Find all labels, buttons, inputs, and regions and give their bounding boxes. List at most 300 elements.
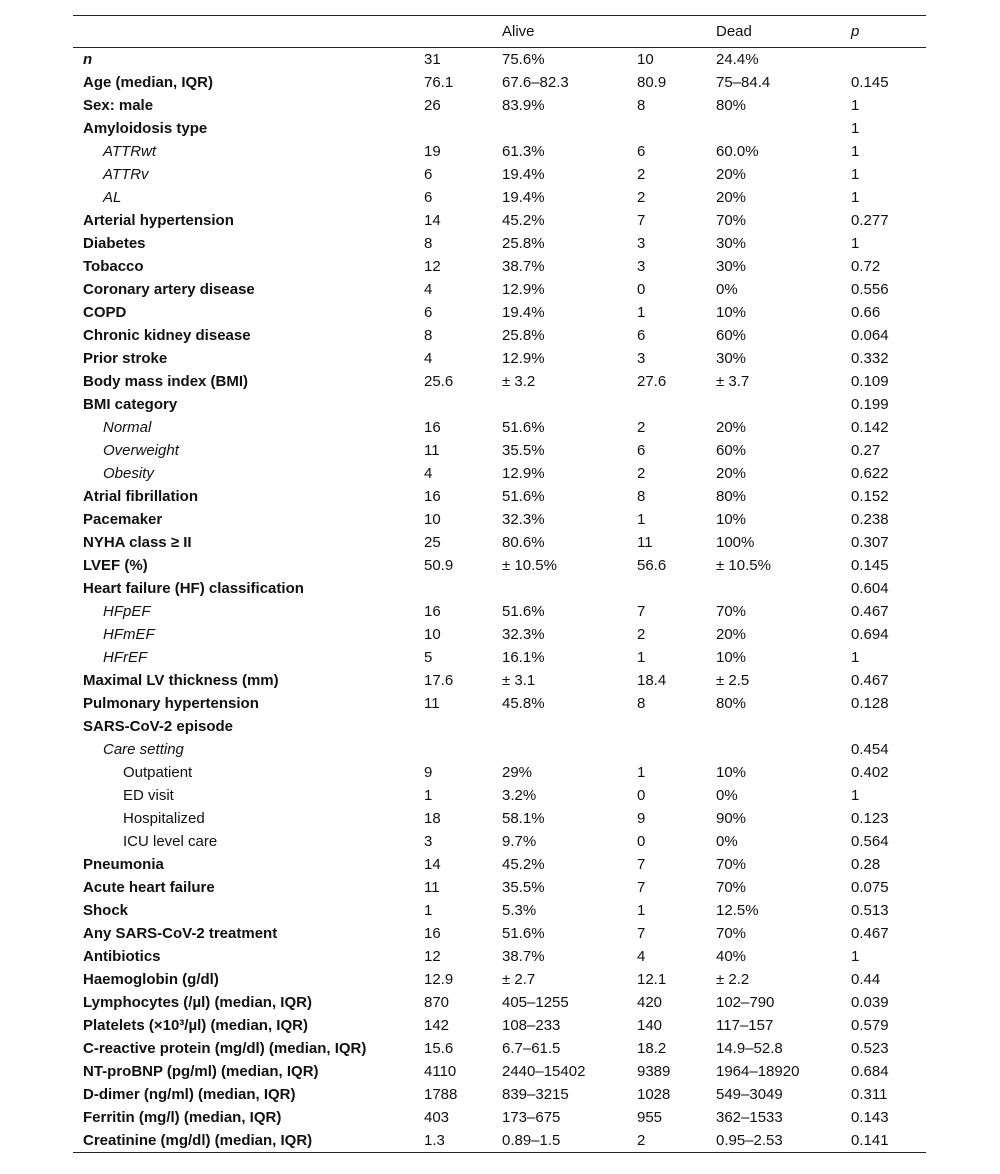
dead-count: 140 [637,1017,663,1034]
row-label: Chronic kidney disease [83,327,251,344]
row-label: NYHA class ≥ II [83,534,192,551]
dead-percent [716,738,851,761]
p-value: 0.604 [851,580,889,597]
p-value: 1 [851,649,860,666]
row-label: ATTRv [103,166,149,183]
alive-count: 4110 [424,1063,457,1080]
table-row [73,991,926,1014]
alive-count: 3 [424,833,433,850]
alive-percent: 35.5% [502,879,545,896]
table-row [73,600,926,623]
alive-percent [502,738,637,761]
alive-count: 10 [424,626,441,643]
dead-count: 2 [637,1129,716,1153]
dead-count: 7 [637,603,646,620]
row-label: Pneumonia [83,856,164,873]
dead-percent: 24.4% [716,51,759,68]
row-label: ICU level care [123,833,218,850]
table-row [73,439,926,462]
alive-count [424,393,502,416]
alive-count: 17.6 [424,672,454,689]
alive-percent: 25.8% [502,235,545,252]
table-row [73,1083,926,1106]
dead-count: 1028 [637,1086,671,1103]
row-label: Arterial hypertension [83,212,234,229]
dead-count: 3 [637,235,646,252]
header-dead: Dead [716,16,851,48]
alive-percent: 51.6% [502,419,545,436]
alive-count: 11 [424,442,440,459]
dead-percent: 14.9–52.8 [716,1040,783,1057]
dead-count: 2 [637,626,646,643]
dead-percent: 100% [716,534,755,551]
dead-count: 18.4 [637,672,667,689]
dead-percent: ± 3.7 [716,373,750,390]
row-label: NT-proBNP (pg/ml) (median, IQR) [83,1063,319,1080]
row-label: Prior stroke [83,350,168,367]
dead-percent [716,393,851,416]
alive-count: 11 [424,695,440,712]
row-label: HFpEF [103,603,151,620]
alive-percent: 19.4% [502,304,545,321]
alive-percent: 38.7% [502,258,545,275]
p-value: 0.467 [851,603,889,620]
p-value: 0.123 [851,810,889,827]
alive-count: 26 [424,97,441,114]
dead-count: 1 [637,511,646,528]
alive-count: 14 [424,856,441,873]
alive-percent: 29% [502,764,533,781]
dead-count: 0 [637,833,646,850]
p-value: 1 [851,166,860,183]
table-row [73,1106,926,1129]
row-label: Haemoglobin (g/dl) [83,971,219,988]
row-label: LVEF (%) [83,557,148,574]
alive-count: 16 [424,488,441,505]
dead-count: 1 [637,764,646,781]
table-row [73,370,926,393]
table-row [73,140,926,163]
p-value: 0.622 [851,465,889,482]
dead-percent: 30% [716,350,747,367]
dead-count [637,577,716,600]
p-value: 0.075 [851,879,889,896]
row-label: Normal [103,419,152,436]
table-row [73,853,926,876]
alive-percent: 839–3215 [502,1086,569,1103]
p-value: 0.277 [851,212,889,229]
table-row [73,715,926,738]
table-row [73,94,926,117]
alive-count [424,577,502,600]
alive-percent: 6.7–61.5 [502,1040,561,1057]
alive-percent: 12.9% [502,281,545,298]
dead-percent: 70% [716,856,747,873]
dead-count: 3 [637,258,646,275]
alive-count: 4 [424,281,433,298]
alive-count: 6 [424,166,433,183]
alive-percent [502,117,637,140]
alive-percent: 19.4% [502,189,545,206]
p-value: 0.454 [851,741,889,758]
p-value: 1 [851,948,860,965]
table-row [73,186,926,209]
alive-count: 11 [424,879,440,896]
alive-percent: 405–1255 [502,994,569,1011]
dead-percent: 20% [716,465,747,482]
dead-percent: 549–3049 [716,1086,783,1103]
row-label: Maximal LV thickness (mm) [83,672,279,689]
dead-percent: 0% [716,281,738,298]
dead-percent: 20% [716,189,747,206]
p-value: 0.145 [851,557,889,574]
alive-percent: 58.1% [502,810,545,827]
dead-count: 2 [637,465,646,482]
table-row [73,301,926,324]
alive-count: 14 [424,212,441,229]
dead-percent: 80% [716,695,747,712]
alive-percent: 32.3% [502,511,545,528]
row-label: Age (median, IQR) [83,74,214,91]
row-label: ED visit [123,787,174,804]
dead-percent: 0.95–2.53 [716,1129,851,1153]
table-row [73,393,926,416]
p-value [851,715,926,738]
alive-percent: ± 2.7 [502,971,536,988]
header-p-value: p [851,16,926,48]
baseline-characteristics-table [73,15,926,1153]
dead-percent: 0% [716,787,738,804]
row-label: Any SARS-CoV-2 treatment [83,925,278,942]
dead-percent: 102–790 [716,994,775,1011]
p-value: 0.143 [851,1109,889,1126]
alive-percent: 25.8% [502,327,545,344]
alive-percent: 80.6% [502,534,545,551]
table-row [73,209,926,232]
alive-percent: 108–233 [502,1017,561,1034]
row-label: D-dimer (ng/ml) (median, IQR) [83,1086,296,1103]
dead-count: 1 [637,902,646,919]
table-row [73,1037,926,1060]
alive-count: 18 [424,810,441,827]
row-label: Pulmonary hypertension [83,695,259,712]
row-label: Shock [83,902,129,919]
row-label: Atrial fibrillation [83,488,199,505]
table-row [73,945,926,968]
p-value: 0.579 [851,1017,889,1034]
dead-count: 9389 [637,1063,671,1080]
alive-count: 870 [424,994,450,1011]
dead-percent: 70% [716,603,747,620]
p-value: 0.72 [851,258,881,275]
dead-count [637,738,716,761]
alive-percent: 45.2% [502,212,545,229]
p-value: 0.467 [851,925,889,942]
alive-count: 15.6 [424,1040,454,1057]
alive-count: 1.3 [424,1129,502,1153]
dead-count: 56.6 [637,557,667,574]
p-value: 0.152 [851,488,889,505]
dead-percent: 12.5% [716,902,759,919]
alive-count: 10 [424,511,441,528]
header-dead-n [637,16,716,48]
alive-percent: 45.2% [502,856,545,873]
dead-percent: 30% [716,235,747,252]
row-label: Outpatient [123,764,193,781]
p-value: 0.513 [851,902,889,919]
p-value: 1 [851,787,860,804]
table-row [73,1014,926,1037]
alive-count: 1788 [424,1086,458,1103]
dead-count [637,715,716,738]
alive-percent: 3.2% [502,787,537,804]
dead-percent [716,117,851,140]
row-label: Coronary artery disease [83,281,255,298]
alive-percent: 35.5% [502,442,545,459]
alive-percent [502,715,637,738]
alive-count [424,117,502,140]
dead-count: 8 [637,488,646,505]
row-label: Hospitalized [123,810,205,827]
header-alive: Alive [502,16,637,48]
dead-percent [716,715,851,738]
dead-percent: 75–84.4 [716,74,771,91]
alive-percent: 83.9% [502,97,545,114]
table-row [73,554,926,577]
table-row [73,922,926,945]
alive-count: 4 [424,350,433,367]
alive-count: 6 [424,304,433,321]
alive-percent: 75.6% [502,51,545,68]
alive-count: 4 [424,465,433,482]
alive-count: 16 [424,419,441,436]
table-row [73,71,926,94]
p-value: 0.27 [851,442,881,459]
dead-count: 7 [637,856,646,873]
alive-percent: 16.1% [502,649,545,666]
dead-percent: 30% [716,258,747,275]
row-label: Obesity [103,465,154,482]
dead-percent: ± 2.2 [716,971,750,988]
row-label: Heart failure (HF) classification [83,580,304,597]
alive-count: 12 [424,948,441,965]
dead-percent: 362–1533 [716,1109,783,1126]
row-label: Creatinine (mg/dl) (median, IQR) [73,1129,424,1153]
dead-count: 18.2 [637,1040,667,1057]
alive-percent: 19.4% [502,166,545,183]
dead-percent: ± 10.5% [716,557,771,574]
table-body [73,48,926,1153]
alive-percent [502,577,637,600]
row-label: Acute heart failure [83,879,215,896]
dead-count: 8 [637,695,646,712]
row-label: Amyloidosis type [83,120,208,137]
alive-percent: 51.6% [502,603,545,620]
dead-count: 12.1 [637,971,667,988]
alive-count: 25.6 [424,373,454,390]
dead-count: 2 [637,419,646,436]
dead-count: 7 [637,879,646,896]
row-label: HFrEF [103,649,148,666]
dead-count: 27.6 [637,373,667,390]
row-label: AL [103,189,122,206]
table-row [73,807,926,830]
dead-percent: 90% [716,810,747,827]
p-value [851,48,926,72]
dead-count: 1 [637,304,646,321]
alive-percent: ± 10.5% [502,557,557,574]
alive-count: 19 [424,143,441,160]
alive-count: 76.1 [424,74,454,91]
row-label: COPD [83,304,127,321]
table-row [73,416,926,439]
dead-percent: 117–157 [716,1017,774,1034]
table-header [73,16,926,48]
table-row [73,968,926,991]
alive-count: 1 [424,787,433,804]
dead-percent: 80% [716,488,747,505]
dead-percent: ± 2.5 [716,672,750,689]
dead-count: 10 [637,51,654,68]
alive-count [424,738,502,761]
alive-percent: 12.9% [502,465,545,482]
dead-count [637,117,716,140]
row-label: SARS-CoV-2 episode [83,718,234,735]
dead-percent: 10% [716,764,747,781]
dead-percent: 10% [716,649,747,666]
dead-count: 6 [637,327,646,344]
row-label: Diabetes [83,235,146,252]
table-row [73,347,926,370]
dead-count: 9 [637,810,646,827]
dead-percent: 60% [716,442,747,459]
alive-count: 12 [424,258,441,275]
dead-percent: 40% [716,948,747,965]
table-row [73,117,926,140]
dead-count: 7 [637,212,646,229]
alive-count: 9 [424,764,433,781]
p-value: 0.141 [851,1129,926,1153]
table-row [73,899,926,922]
row-label: Platelets (×10³/µl) (median, IQR) [83,1017,308,1034]
alive-percent: 45.8% [502,695,545,712]
row-label: n [83,51,93,68]
dead-percent: 60% [716,327,747,344]
alive-count: 16 [424,925,441,942]
p-value: 0.199 [851,396,889,413]
row-label: Body mass index (BMI) [83,373,249,390]
dead-percent: 20% [716,419,747,436]
table-row [73,784,926,807]
p-value: 0.145 [851,74,889,91]
row-label: C-reactive protein (mg/dl) (median, IQR) [83,1040,367,1057]
dead-percent: 1964–18920 [716,1063,800,1080]
alive-count: 8 [424,235,433,252]
p-value: 0.109 [851,373,889,390]
alive-count: 1 [424,902,433,919]
dead-count: 11 [637,534,653,551]
alive-percent: 38.7% [502,948,545,965]
dead-count: 80.9 [637,74,667,91]
p-value: 0.332 [851,350,889,367]
header-alive-n [424,16,502,48]
p-value: 0.694 [851,626,889,643]
row-label: HFmEF [103,626,155,643]
alive-percent: 32.3% [502,626,545,643]
row-label: BMI category [83,396,178,413]
alive-count [424,715,502,738]
alive-percent: 5.3% [502,902,537,919]
table-row [73,1129,926,1153]
table-row [73,462,926,485]
dead-percent: 80% [716,97,747,114]
table-row [73,876,926,899]
row-label: Overweight [103,442,179,459]
table-row [73,761,926,784]
p-value: 0.684 [851,1063,889,1080]
alive-percent: 0.89–1.5 [502,1129,637,1153]
alive-count: 12.9 [424,971,454,988]
alive-count: 31 [424,51,441,68]
dead-percent: 10% [716,304,747,321]
dead-count: 6 [637,143,646,160]
p-value: 0.467 [851,672,889,689]
p-value: 0.128 [851,695,889,712]
table-row [73,278,926,301]
table-row [73,163,926,186]
table-row [73,232,926,255]
dead-count: 955 [637,1109,663,1126]
table-row [73,508,926,531]
dead-count: 7 [637,925,646,942]
alive-percent: 9.7% [502,833,537,850]
dead-percent: 20% [716,166,747,183]
row-label: Ferritin (mg/l) (median, IQR) [83,1109,282,1126]
dead-count: 4 [637,948,646,965]
row-label: Antibiotics [83,948,161,965]
table-row [73,692,926,715]
alive-count: 50.9 [424,557,454,574]
header-label [73,16,424,48]
alive-count: 16 [424,603,441,620]
p-value: 0.66 [851,304,881,321]
p-value: 0.238 [851,511,889,528]
p-value: 1 [851,97,860,114]
alive-count: 403 [424,1109,450,1126]
alive-count: 25 [424,534,441,551]
dead-percent [716,577,851,600]
table-row [73,485,926,508]
alive-count: 8 [424,327,433,344]
alive-percent: 12.9% [502,350,545,367]
dead-percent: 10% [716,511,747,528]
alive-count: 6 [424,189,433,206]
alive-percent: 2440–15402 [502,1063,586,1080]
p-value: 0.064 [851,327,889,344]
table-row [73,669,926,692]
dead-count: 2 [637,166,646,183]
alive-percent: 173–675 [502,1109,561,1126]
dead-count: 420 [637,994,663,1011]
p-value: 0.039 [851,994,889,1011]
p-value: 1 [851,189,860,206]
row-label: Care setting [103,741,184,758]
dead-percent: 70% [716,879,747,896]
dead-percent: 70% [716,925,747,942]
p-value: 0.142 [851,419,889,436]
alive-percent: 51.6% [502,925,545,942]
p-value: 0.564 [851,833,889,850]
